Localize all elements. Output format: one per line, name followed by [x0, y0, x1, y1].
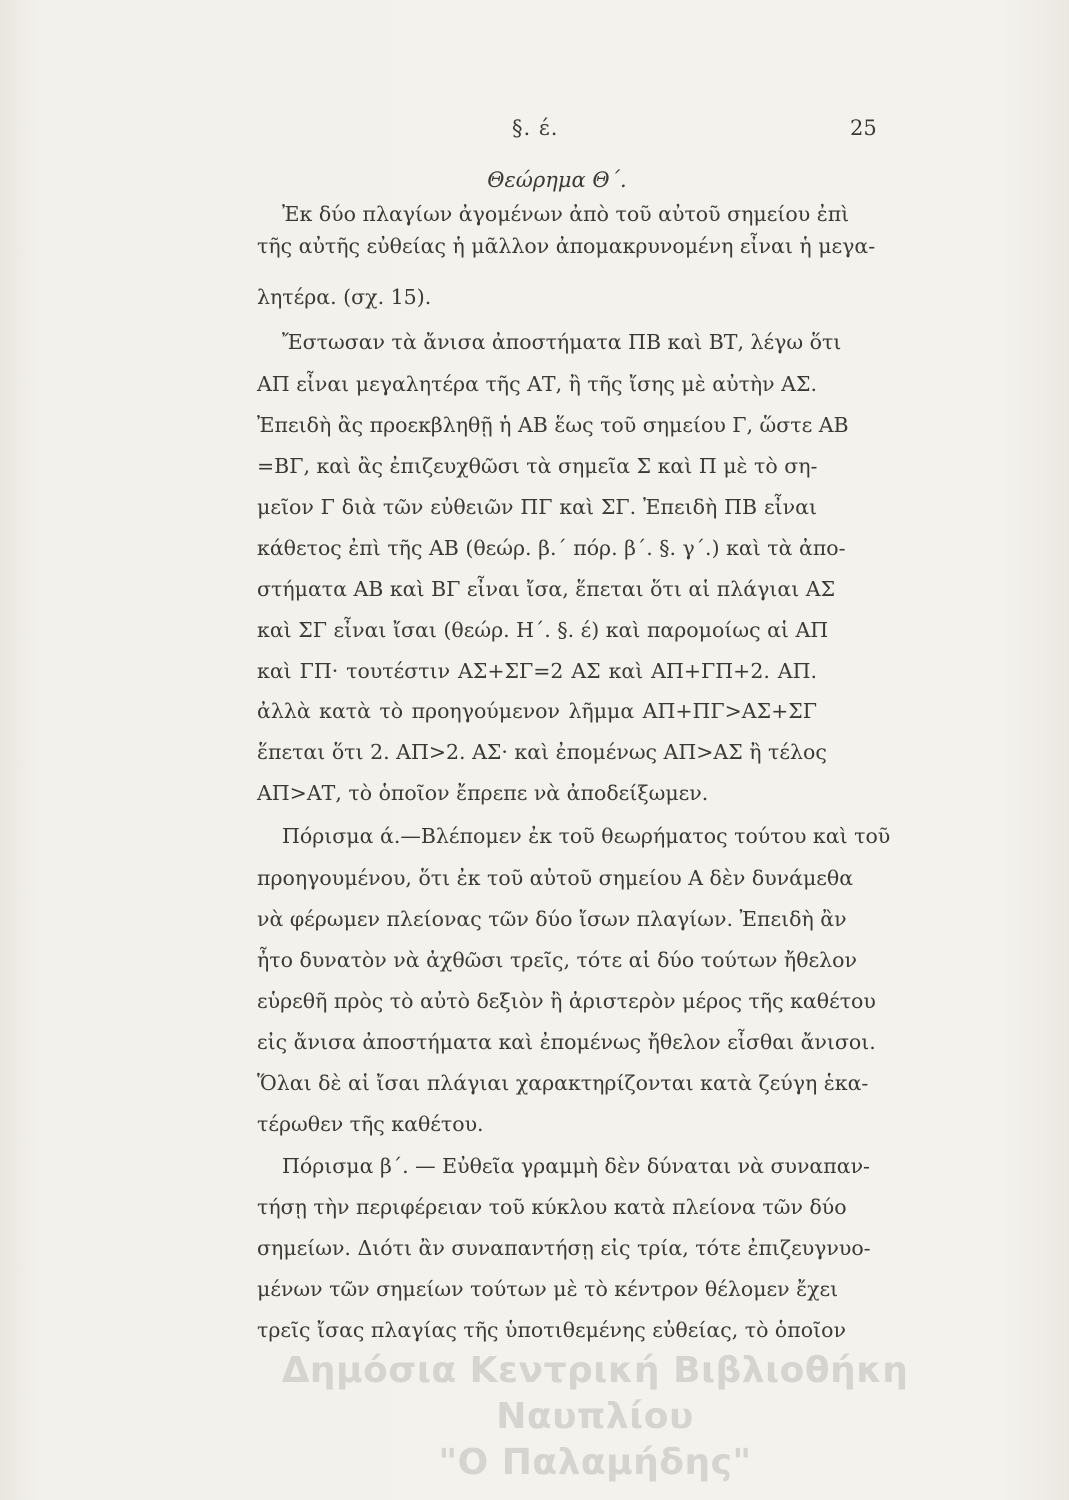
- text-line: Ἐκ δύο πλαγίων ἀγομένων ἀπὸ τοῦ αὐτοῦ σημείου ἐπὶ: [282, 202, 850, 226]
- corollary-line: μένων τῶν σημείων τούτων μὲ τὸ κέντρον θέλομεν ἔχει: [257, 1277, 839, 1301]
- text-line: τῆς αὐτῆς εὐθείας ἡ μᾶλλον ἀπομακρυνομένη εἶναι ἡ μεγα-: [257, 234, 876, 258]
- text-line: μεῖον Γ διὰ τῶν εὐθειῶν ΠΓ καὶ ΣΓ. Ἐπειδὴ ΠΒ εἶναι: [257, 495, 817, 519]
- corollary-line: τρεῖς ἴσας πλαγίας τῆς ὑποτιθεμένης εὐθείας, τὸ ὁποῖον: [257, 1318, 846, 1342]
- library-watermark: [200, 1348, 990, 1486]
- text-line: στήματα ΑΒ καὶ ΒΓ εἶναι ἴσα, ἕπεται ὅτι αἱ πλάγιαι ΑΣ: [257, 577, 836, 601]
- corollary-line: Πόρισμα ά.—Βλέπομεν ἐκ τοῦ θεωρήματος τούτου καὶ τοῦ: [282, 824, 891, 848]
- text-line: ΑΠ>ΑΤ, τὸ ὁποῖον ἔπρεπε νὰ ἀποδείξωμεν.: [257, 781, 709, 805]
- watermark-line-2: "Ο Παλαμήδης": [438, 1442, 752, 1483]
- corollary-line: τήσῃ τὴν περιφέρειαν τοῦ κύκλου κατὰ πλείονα τῶν δύο: [257, 1195, 847, 1219]
- text-line: ἀλλὰ κατὰ τὸ προηγούμενον λῆμμα ΑΠ+ΠΓ>ΑΣ+ΣΓ: [257, 699, 817, 723]
- text-line: =ΒΓ, καὶ ἂς ἐπιζευχθῶσι τὰ σημεῖα Σ καὶ Π μὲ τὸ ση-: [257, 454, 818, 478]
- text-line: κάθετος ἐπὶ τῆς ΑΒ (θεώρ. β.΄ πόρ. β΄. §. γ΄.) καὶ τὰ ἀπο-: [257, 536, 846, 560]
- text-line: Ἐπειδὴ ἂς προεκβληθῇ ἡ ΑΒ ἕως τοῦ σημείου Γ, ὥστε ΑΒ: [257, 413, 849, 437]
- page-number: 25: [850, 116, 877, 140]
- theorem-title: Θεώρημα Θ΄.: [487, 168, 627, 192]
- section-marker: §. έ.: [512, 116, 559, 140]
- corollary-line: προηγουμένου, ὅτι ἐκ τοῦ αὐτοῦ σημείου Α δὲν δυνάμεθα: [257, 866, 854, 890]
- text-line: λητέρα. (σχ. 15).: [257, 285, 432, 309]
- text-line: ΑΠ εἶναι μεγαλητέρα τῆς ΑΤ, ἢ τῆς ἴσης μὲ αὐτὴν ΑΣ.: [257, 372, 817, 396]
- corollary-line: Πόρισμα β΄. — Εὐθεῖα γραμμὴ δὲν δύναται νὰ συναπαν-: [282, 1154, 870, 1178]
- corollary-line: ἦτο δυνατὸν νὰ ἀχθῶσι τρεῖς, τότε αἱ δύο τούτων ἤθελον: [257, 948, 857, 972]
- text-line: καὶ ΣΓ εἶναι ἴσαι (θεώρ. Η΄. §. έ) καὶ παρομοίως αἱ ΑΠ: [257, 618, 829, 642]
- corollary-line: τέρωθεν τῆς καθέτου.: [257, 1112, 484, 1136]
- corollary-line: εἰς ἄνισα ἀποστήματα καὶ ἐπομένως ἤθελον εἶσθαι ἄνισοι.: [257, 1030, 876, 1054]
- text-line: καὶ ΓΠ· τουτέστιν ΑΣ+ΣΓ=2 ΑΣ καὶ ΑΠ+ΓΠ+2. ΑΠ.: [257, 659, 817, 683]
- corollary-line: Ὅλαι δὲ αἱ ἴσαι πλάγιαι χαρακτηρίζονται κατὰ ζεύγη ἑκα-: [257, 1071, 869, 1095]
- corollary-line: νὰ φέρωμεν πλείονας τῶν δύο ἴσων πλαγίων. Ἐπειδὴ ἂν: [257, 907, 847, 931]
- text-line: Ἔστωσαν τὰ ἄνισα ἀποστήματα ΠΒ καὶ ΒΤ, λέγω ὅτι: [282, 330, 842, 354]
- corollary-line: εὑρεθῆ πρὸς τὸ αὐτὸ δεξιὸν ἢ ἀριστερὸν μέρος τῆς καθέτου: [257, 989, 876, 1013]
- text-line: ἕπεται ὅτι 2. ΑΠ>2. ΑΣ· καὶ ἐπομένως ΑΠ>ΑΣ ἢ τέλος: [257, 740, 827, 764]
- watermark-line-1: Δημόσια Κεντρική Βιβλιοθήκη Ναυπλίου: [281, 1350, 909, 1437]
- corollary-line: σημείων. Διότι ἂν συναπαντήσῃ εἰς τρία, τότε ἐπιζευγνυο-: [257, 1236, 871, 1260]
